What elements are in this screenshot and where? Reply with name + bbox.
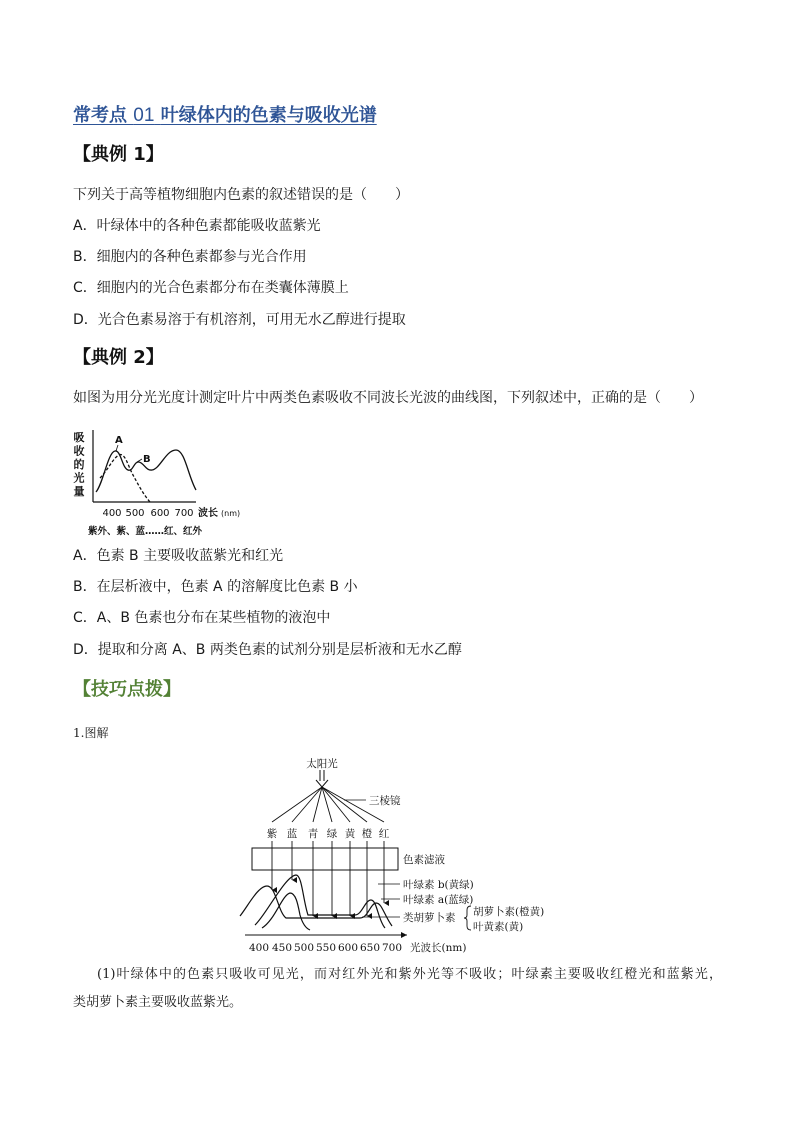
example2-option-b: B．在层析液中，色素 A 的溶解度比色素 B 小 <box>73 579 358 595</box>
example1-option-b: B．细胞内的各种色素都参与光合作用 <box>73 249 307 265</box>
x-axis-label: 波长 <box>198 508 218 519</box>
example1-heading: 【典例 1】 <box>73 144 164 165</box>
example1-option-d: D．光合色素易溶于有机溶剂，可用无水乙醇进行提取 <box>73 312 406 328</box>
curve-b-label: B <box>143 454 151 465</box>
section-title <box>73 105 377 127</box>
example2-stem: 如图为用分光光度计测定叶片中两类色素吸收不同波长光波的曲线图，下列叙述中，正确的是（ ） <box>73 390 703 406</box>
example2-option-a: A．色素 B 主要吸收蓝紫光和红光 <box>73 548 284 564</box>
wavelength-axis-label: 光波长(nm) <box>410 942 467 954</box>
color-yellow: 黄 <box>344 828 356 840</box>
curve-chlorophyll-a <box>240 886 392 926</box>
color-red: 红 <box>378 828 390 840</box>
pigment-filter-box <box>252 848 398 870</box>
tips-heading: 【技巧点拨】 <box>73 679 181 700</box>
brace-icon <box>464 906 471 930</box>
wl-tick-400: 400 <box>248 942 270 954</box>
ylabel-char-4: 光 <box>73 471 85 485</box>
prism-fan <box>272 787 384 822</box>
wl-tick-700: 700 <box>381 942 403 954</box>
ylabel-char-3: 的 <box>73 458 85 471</box>
color-blue: 蓝 <box>286 828 298 840</box>
tips-paragraph-line-2: 类胡萝卜素主要吸收蓝紫光。 <box>73 995 243 1010</box>
ylabel-char-5: 量 <box>73 485 85 498</box>
prism-label: 三棱镜 <box>369 795 401 807</box>
wl-tick-500: 500 <box>293 942 315 954</box>
spectrum-caption: 紫外、紫、蓝……红、红外 <box>88 526 203 537</box>
wl-tick-450: 450 <box>271 942 293 954</box>
example1-option-a: A．叶绿体中的各种色素都能吸收蓝紫光 <box>73 218 321 234</box>
example1-option-c: C．细胞内的光合色素都分布在类囊体薄膜上 <box>73 280 349 296</box>
chl-a-label: 叶绿素 a(蓝绿) <box>403 894 474 906</box>
example2-option-d: D．提取和分离 A、B 两类色素的试剂分别是层析液和无水乙醇 <box>73 642 462 658</box>
section-number: 01 <box>133 105 155 126</box>
ylabel-char-2: 收 <box>73 444 85 458</box>
sunlight-arrow-icon <box>316 770 328 787</box>
example2-option-c: C．A、B 色素也分布在某些植物的液泡中 <box>73 610 331 626</box>
xanthophyll-label: 叶黄素(黄) <box>473 921 524 933</box>
tips-paragraph-line-1: (1)叶绿体中的色素只吸收可见光，而对红外光和紫外光等不吸收；叶绿素主要吸收红橙光和蓝紫光， <box>97 967 722 982</box>
section-heading: 叶绿体内的色素与吸收光谱 <box>160 105 377 126</box>
xtick-500: 500 <box>125 508 145 519</box>
carotene-label: 胡萝卜素(橙黄) <box>473 906 545 918</box>
color-orange: 橙 <box>361 828 373 840</box>
example1-stem: 下列关于高等植物细胞内色素的叙述错误的是（ ） <box>73 187 409 203</box>
wl-tick-650: 650 <box>359 942 381 954</box>
prism-absorption-diagram <box>232 748 562 960</box>
ylabel-char-1: 吸 <box>73 431 85 444</box>
curve-chlorophyll-b <box>255 875 385 928</box>
chl-b-label: 叶绿素 b(黄绿) <box>403 879 474 891</box>
pigment-filter-label: 色素滤液 <box>403 854 445 866</box>
sunlight-label: 太阳光 <box>306 758 338 770</box>
xtick-400: 400 <box>102 508 122 519</box>
carotenoids-label: 类胡萝卜素 <box>403 912 456 924</box>
xtick-700: 700 <box>174 508 194 519</box>
xtick-600: 600 <box>150 508 170 519</box>
example2-heading: 【典例 2】 <box>73 347 164 368</box>
curve-carotenoids <box>262 893 310 930</box>
curve-a-label: A <box>115 435 123 446</box>
wl-tick-550: 550 <box>315 942 337 954</box>
tips-subheading: 1.图解 <box>73 726 109 740</box>
absorption-spectrum-figure <box>70 422 250 540</box>
section-prefix: 常考点 <box>73 105 127 126</box>
x-axis-unit: (nm) <box>221 509 241 518</box>
wl-tick-600: 600 <box>337 942 359 954</box>
color-cyan: 青 <box>307 828 319 840</box>
color-violet: 紫 <box>266 828 278 840</box>
light-ray-arrows <box>272 841 384 916</box>
color-green: 绿 <box>326 828 338 840</box>
